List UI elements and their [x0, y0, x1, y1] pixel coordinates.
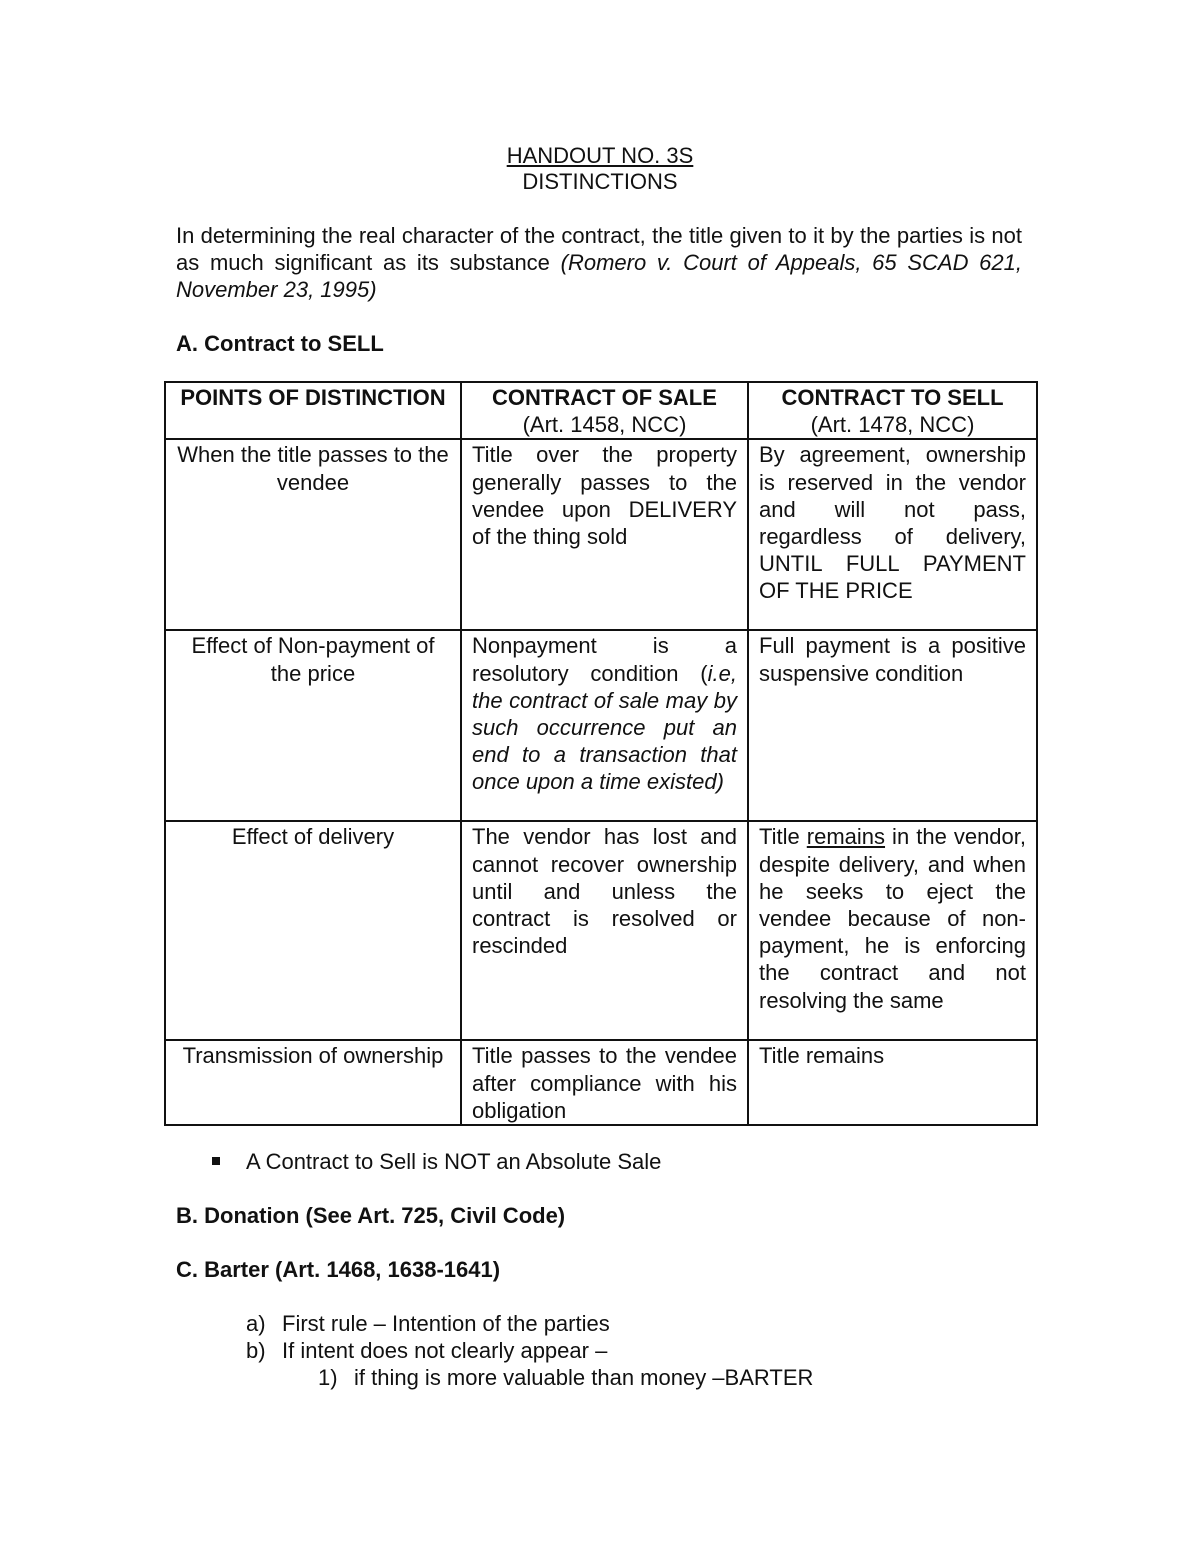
distinctions-table [164, 381, 1038, 1126]
bullet-item [212, 1148, 661, 1175]
bullet-text: A Contract to Sell is NOT an Absolute Sale [246, 1149, 662, 1174]
list-item-text: If intent does not clearly appear – [282, 1338, 608, 1363]
list-item-label: b) [246, 1338, 266, 1363]
sell-cell-text: in the vendor, despite delivery, and when he seeks to eject the vendee because of non-payment, he is enforcing the contract and not resolving the same [759, 824, 1026, 1013]
list-item [246, 1310, 610, 1337]
column-header-points [165, 382, 461, 439]
point-cell: Effect of Non-payment of the price [165, 630, 461, 821]
page-subtitle: DISTINCTIONS [522, 169, 678, 194]
page-title: HANDOUT NO. 3S [506, 143, 694, 168]
sell-cell-text: Title [759, 824, 807, 850]
point-cell: When the title passes to the vendee [165, 439, 461, 630]
list-item-text: if thing is more valuable than money –BARTER [354, 1365, 814, 1390]
table-header-row [165, 382, 1037, 439]
section-c-heading: C. Barter (Art. 1468, 1638-1641) [176, 1257, 501, 1282]
point-cell: Transmission of ownership [165, 1040, 461, 1125]
table-row [165, 439, 1037, 630]
list-item-text: First rule – Intention of the parties [282, 1311, 610, 1336]
square-bullet-icon [212, 1157, 220, 1165]
column-header-sale [461, 382, 748, 439]
section-a-heading: A. Contract to SELL [176, 331, 384, 356]
sub-list-item [318, 1364, 813, 1391]
column-header-article: (Art. 1458, NCC) [522, 412, 687, 438]
sell-cell: By agreement, ownership is reserved in the vendor and will not pass, regardless of delivery, UNTIL FULL PAYMENT OF THE PRICE [748, 439, 1037, 630]
intro-paragraph [176, 222, 1022, 303]
section-b-heading: B. Donation (See Art. 725, Civil Code) [176, 1203, 566, 1228]
sale-cell [461, 630, 748, 821]
list-item-label: a) [246, 1311, 266, 1336]
column-header-sell [748, 382, 1037, 439]
table-row [165, 1040, 1037, 1125]
sale-cell: Title over the property generally passes to the vendee upon DELIVERY of the thing sold [461, 439, 748, 630]
sell-cell: Title remains [748, 1040, 1037, 1125]
sell-cell-underlined-text: remains [806, 824, 886, 850]
sale-cell-text: Nonpayment is a resolutory condition ( [472, 633, 737, 686]
sell-cell: Full payment is a positive suspensive condition [748, 630, 1037, 821]
column-header-article: (Art. 1478, NCC) [810, 412, 975, 438]
sale-cell: Title passes to the vendee after compliance with his obligation [461, 1040, 748, 1125]
table-row [165, 821, 1037, 1040]
list-item [246, 1337, 607, 1364]
point-cell: Effect of delivery [165, 821, 461, 1040]
intro-text: In determining the real character of the contract, the title given to it by the parties is not as much significant as its substance [176, 223, 1022, 275]
table-row [165, 630, 1037, 821]
column-header-title: CONTRACT TO SELL [781, 385, 1004, 410]
column-header-title: POINTS OF DISTINCTION [180, 385, 446, 410]
intro-citation: (Romero v. Court of Appeals, 65 SCAD 621, November 23, 1995) [176, 250, 1022, 302]
sell-cell [748, 821, 1037, 1040]
sale-cell: The vendor has lost and cannot recover ownership until and unless the contract is resolved or rescinded [461, 821, 748, 1040]
sale-cell-italic-text: i.e, the contract of sale may by such occurrence put an end to a transaction that once upon a time existed) [472, 660, 737, 795]
list-item-label: 1) [318, 1365, 338, 1390]
column-header-title: CONTRACT OF SALE [492, 385, 717, 410]
